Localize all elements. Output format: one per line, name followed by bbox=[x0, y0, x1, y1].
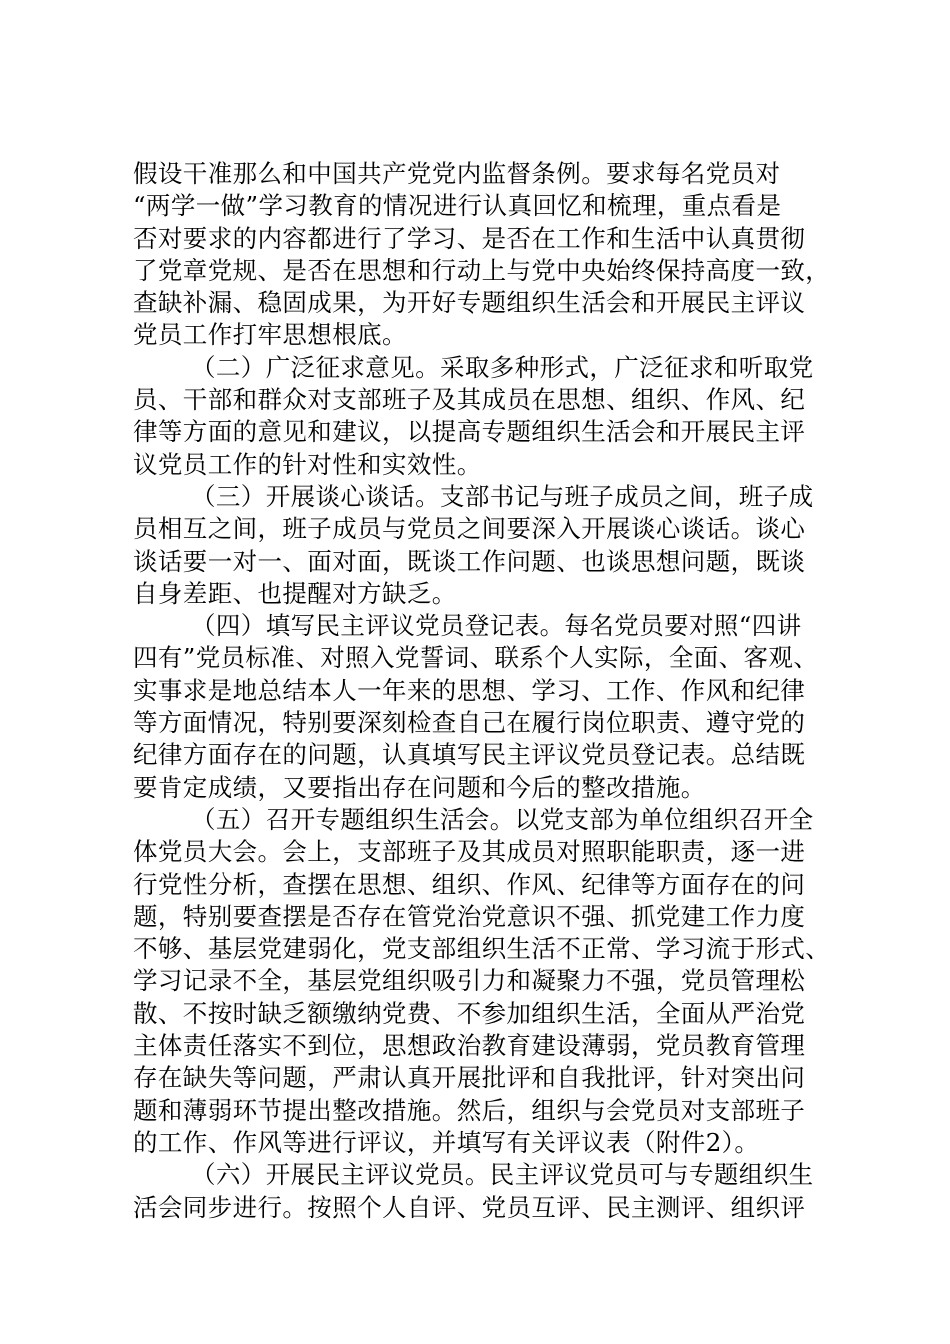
text-line: 不够、基层党建弱化，党支部组织生活不正常、学习流于形式、 bbox=[133, 934, 831, 964]
text-line: 实事求是地总结本人一年来的思想、学习、工作、作风和纪律 bbox=[133, 675, 806, 705]
text-line: 的工作、作风等进行评议，并填写有关评议表（附件2）。 bbox=[133, 1127, 760, 1157]
text-line: 题和薄弱环节提出整改措施。然后，组织与会党员对支部班子 bbox=[133, 1095, 806, 1125]
text-line: 党员工作打牢思想根底。 bbox=[133, 320, 407, 350]
text-line: 存在缺失等问题，严肃认真开展批评和自我批评，针对突出问 bbox=[133, 1063, 806, 1093]
text-line: 律等方面的意见和建议，以提高专题组织生活会和开展民主评 bbox=[133, 417, 806, 447]
text-line: 要肯定成绩，又要指出存在问题和今后的整改措施。 bbox=[133, 772, 706, 802]
text-line: 活会同步进行。按照个人自评、党员互评、民主测评、组织评 bbox=[133, 1192, 806, 1222]
text-line: 学习记录不全，基层党组织吸引力和凝聚力不强，党员管理松 bbox=[133, 966, 806, 996]
text-line: 四有”党员标准、对照入党誓词、联系个人实际，全面、客观、 bbox=[133, 643, 819, 673]
text-line: 散、不按时缺乏额缴纳党费、不参加组织生活，全面从严治党 bbox=[133, 998, 806, 1028]
text-line: 行党性分析，查摆在思想、组织、作风、纪律等方面存在的问 bbox=[133, 869, 806, 899]
paragraph-first-line: （六）开展民主评议党员。民主评议党员可与专题组织生 bbox=[191, 1160, 814, 1190]
text-line: 等方面情况，特别要深刻检查自己在履行岗位职责、遵守党的 bbox=[133, 708, 806, 738]
paragraph-first-line: （三）开展谈心谈话。支部书记与班子成员之间，班子成 bbox=[191, 481, 814, 511]
text-line: 查缺补漏、稳固成果，为开好专题组织生活会和开展民主评议 bbox=[133, 288, 806, 318]
text-line: 体党员大会。会上，支部班子及其成员对照职能职责，逐一进 bbox=[133, 837, 806, 867]
text-line: 员相互之间，班子成员与党员之间要深入开展谈心谈话。谈心 bbox=[133, 514, 806, 544]
text-line: 题，特别要查摆是否存在管党治党意识不强、抓党建工作力度 bbox=[133, 901, 806, 931]
paragraph-first-line: （四）填写民主评议党员登记表。每名党员要对照“四讲 bbox=[191, 611, 802, 641]
text-line: 员、干部和群众对支部班子及其成员在思想、组织、作风、纪 bbox=[133, 385, 806, 415]
text-line: 自身差距、也提醒对方缺乏。 bbox=[133, 578, 457, 608]
text-line: 主体责任落实不到位，思想政治教育建设薄弱，党员教育管理 bbox=[133, 1031, 806, 1061]
text-line: 谈话要一对一、面对面，既谈工作问题、也谈思想问题，既谈 bbox=[133, 546, 806, 576]
text-line: 假设干准那么和中国共产党党内监督条例。要求每名党员对 bbox=[133, 159, 781, 188]
text-line: 纪律方面存在的问题，认真填写民主评议党员登记表。总结既 bbox=[133, 740, 806, 770]
text-line: 了党章党规、是否在思想和行动上与党中央始终保持高度一致， bbox=[133, 255, 831, 285]
paragraph-first-line: （二）广泛征求意见。采取多种形式，广泛征求和听取党 bbox=[191, 352, 814, 382]
paragraph-first-line: （五）召开专题组织生活会。以党支部为单位组织召开全 bbox=[191, 804, 814, 834]
text-line: “两学一做”学习教育的情况进行认真回忆和梳理，重点看是 bbox=[133, 191, 782, 221]
text-line: 议党员工作的针对性和实效性。 bbox=[133, 449, 482, 479]
document-body bbox=[133, 158, 833, 1224]
text-line: 否对要求的内容都进行了学习、是否在工作和生活中认真贯彻 bbox=[133, 223, 806, 253]
